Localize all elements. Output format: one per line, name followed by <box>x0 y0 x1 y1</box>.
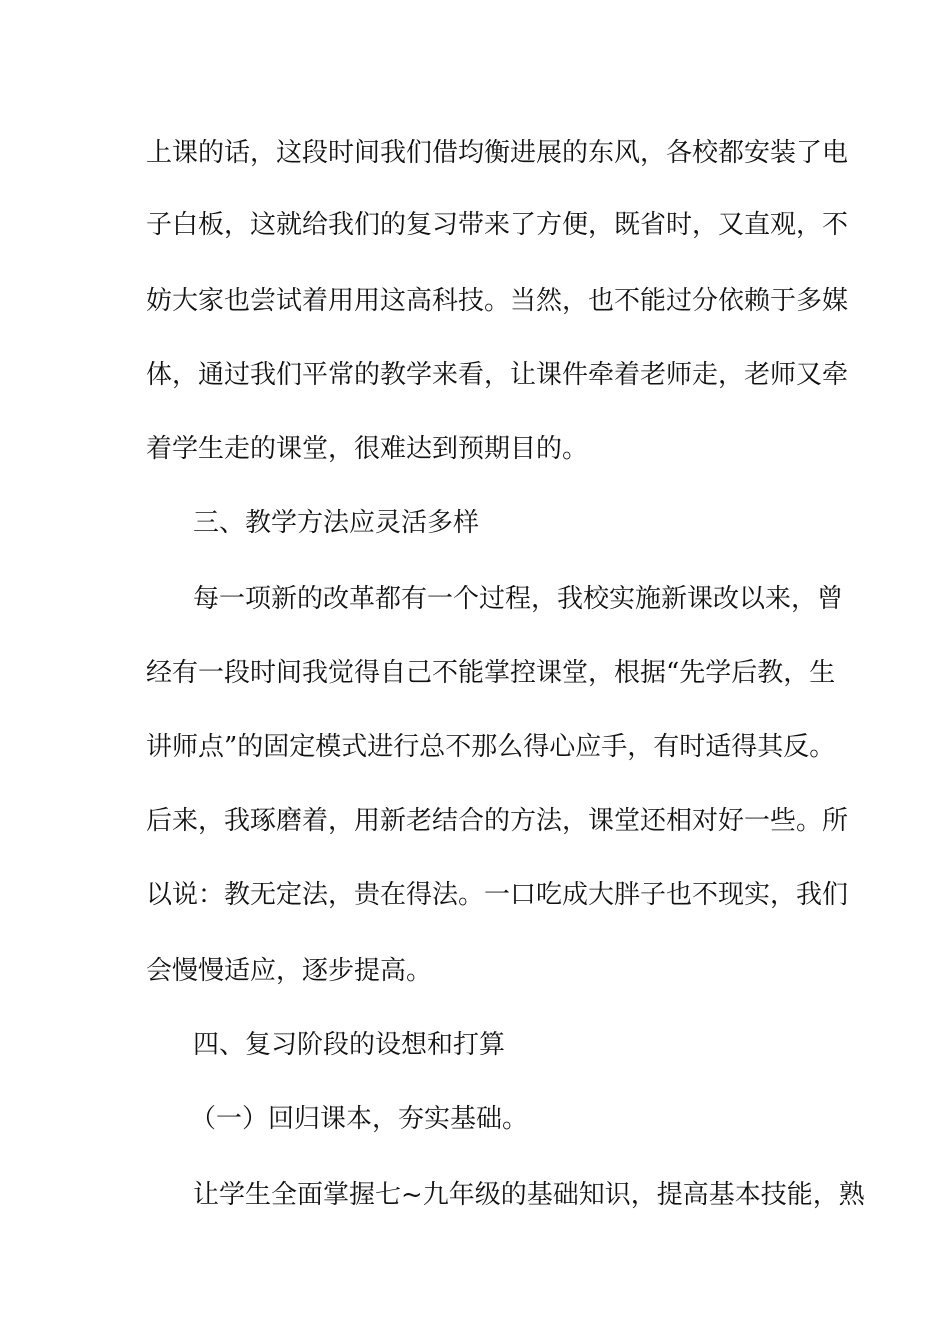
section-heading: 四、复习阶段的设想和打算 <box>193 1030 506 1060</box>
subsection-heading: （一）回归课本，夯实基础。 <box>190 1104 529 1134</box>
paragraph-line: 后来，我琢磨着，用新老结合的方法，课堂还相对好一些。所 <box>146 806 849 836</box>
paragraph-line: 每一项新的改革都有一个过程，我校实施新课改以来，曾 <box>193 584 844 614</box>
paragraph-line: 着学生走的课堂，很难达到预期目的。 <box>146 434 589 464</box>
paragraph-line: 妨大家也尝试着用用这高科技。当然，也不能过分依赖于多媒 <box>146 286 849 316</box>
paragraph-line: 子白板，这就给我们的复习带来了方便，既省时，又直观，不 <box>146 210 849 240</box>
paragraph-line: 讲师点”的固定模式进行总不那么得心应手，有时适得其反。 <box>146 732 836 762</box>
paragraph-line: 体，通过我们平常的教学来看，让课件牵着老师走，老师又牵 <box>146 360 849 390</box>
section-heading: 三、教学方法应灵活多样 <box>193 508 480 538</box>
paragraph-line: 上课的话，这段时间我们借均衡进展的东风，各校都安装了电 <box>146 138 849 168</box>
paragraph-line: 会慢慢适应，逐步提高。 <box>146 956 433 986</box>
paragraph-line: 经有一段时间我觉得自己不能掌控课堂，根据“先学后教，生 <box>146 658 836 688</box>
paragraph-line: 让学生全面掌握七~九年级的基础知识，提高基本技能，熟 <box>193 1180 865 1210</box>
paragraph-line: 以说：教无定法，贵在得法。一口吃成大胖子也不现实，我们 <box>146 880 849 910</box>
